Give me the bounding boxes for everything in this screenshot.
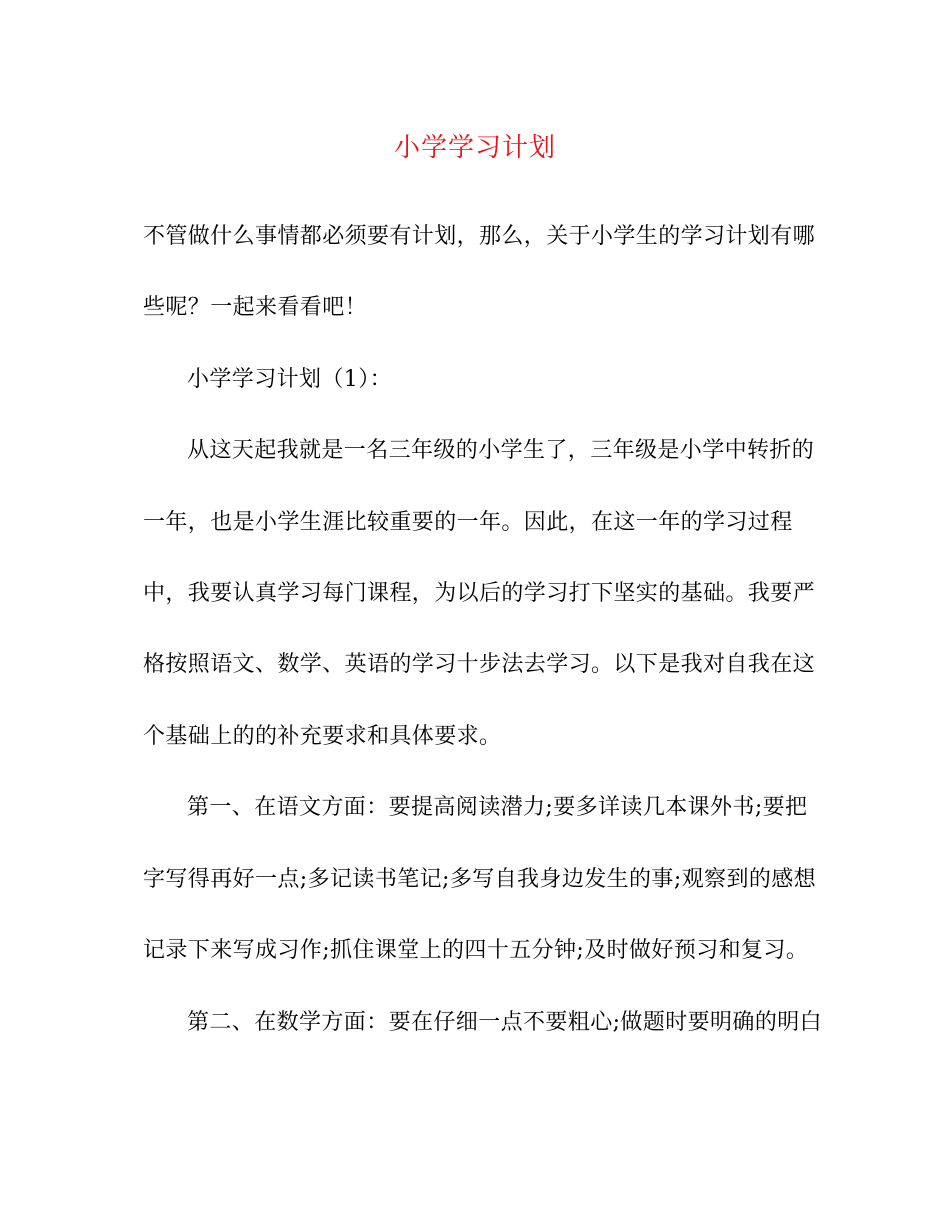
paragraph-line: 一年，也是小学生涯比较重要的一年。因此，在这一年的学习过程 bbox=[143, 510, 793, 535]
section-heading: 小学学习计划（1）： bbox=[187, 367, 392, 392]
paragraph-line: 第一、在语文方面：要提高阅读潜力;要多详读几本课外书;要把 bbox=[187, 795, 808, 820]
paragraph-line: 些呢？一起来看看吧！ bbox=[143, 295, 368, 320]
paragraph-line: 从这天起我就是一名三年级的小学生了，三年级是小学中转折的 bbox=[187, 438, 815, 463]
paragraph-line: 中，我要认真学习每门课程，为以后的学习打下坚实的基础。我要严 bbox=[143, 581, 816, 606]
document-title: 小学学习计划 bbox=[393, 133, 556, 163]
paragraph-line: 个基础上的的补充要求和具体要求。 bbox=[143, 724, 502, 749]
paragraph-line: 字写得再好一点;多记读书笔记;多写自我身边发生的事;观察到的感想 bbox=[143, 867, 817, 892]
paragraph-line: 第二、在数学方面：要在仔细一点不要粗心;做题时要明确的明白 bbox=[187, 1010, 823, 1035]
paragraph-line: 记录下来写成习作;抓住课堂上的四十五分钟;及时做好预习和复习。 bbox=[143, 938, 809, 963]
paragraph-line: 不管做什么事情都必须要有计划，那么，关于小学生的学习计划有哪 bbox=[143, 224, 816, 249]
paragraph-line: 格按照语文、数学、英语的学习十步法去学习。以下是我对自我在这 bbox=[143, 652, 816, 677]
